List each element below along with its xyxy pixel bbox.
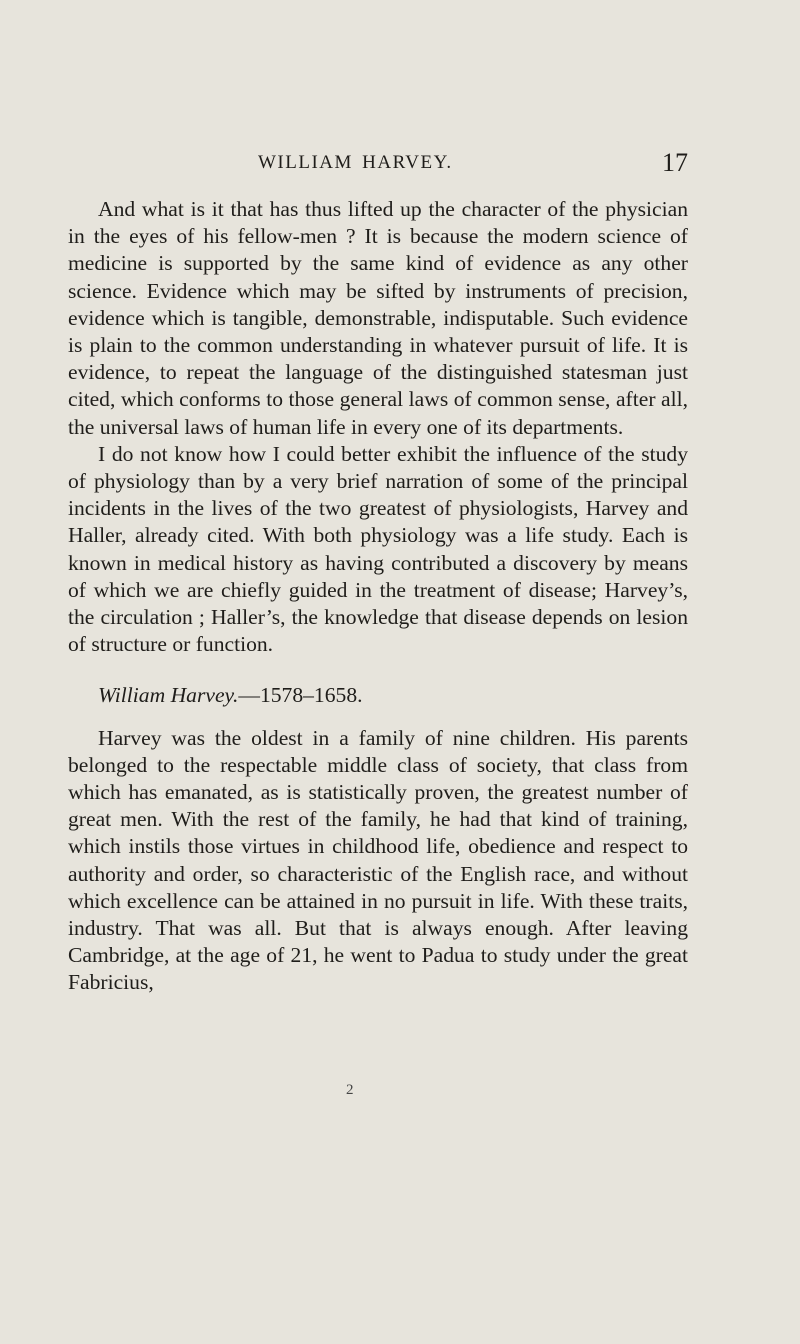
running-head: [68, 148, 688, 182]
section-heading: [68, 682, 688, 709]
paragraph-harvey-early-life: Harvey was the oldest in a family of nine children. His parents belonged to the respectable middle class of society, that class from which has emanated, as is statistically proven, the greatest number of great men. With the rest of the family, he had that kind of training, which instils those virtues in childhood life, obedience and respect to authority and order, so characteristic of the English race, and without which excellence can be attained in no pursuit in life. With these traits, industry. That was all. But that is always enough. After leaving Cambridge, at the age of 21, he went to Padua to study under the great Fabricius,: [68, 725, 688, 995]
body-text: [68, 196, 688, 997]
page-number: 17: [662, 148, 688, 177]
section-heading-name: William Harvey.: [98, 683, 239, 708]
signature-mark: 2: [346, 1082, 356, 1098]
section-heading-dates: —1578–1658.: [238, 683, 363, 708]
running-title: WILLIAM HARVEY.: [258, 152, 453, 173]
paragraph-physiologists: I do not know how I could better exhibit the influence of the study of physiology than by a very brief narration of some of the principal incidents in the lives of the two greatest of physiologists, Harvey and Haller, already cited. With both physiology was a life study. Each is known in medical history as having contributed a discovery by means of which we are chiefly guided in the treatment of disease; Harvey’s, the circulation ; Haller’s, the knowledge that disease depends on lesion of structure or function.: [68, 441, 688, 657]
paragraph-evidence: And what is it that has thus lifted up the character of the physician in the eyes of his fellow-men ? It is because the modern science of medicine is supported by the same kind of evidence as any other science. Evidence which may be sifted by instruments of precision, evidence which is tangible, demonstrable, indisputable. Such evidence is plain to the common understanding in whatever pursuit of life. It is evidence, to repeat the language of the distinguished statesman just cited, which conforms to those general laws of common sense, after all, the universal laws of human life in every one of its departments.: [68, 197, 688, 439]
